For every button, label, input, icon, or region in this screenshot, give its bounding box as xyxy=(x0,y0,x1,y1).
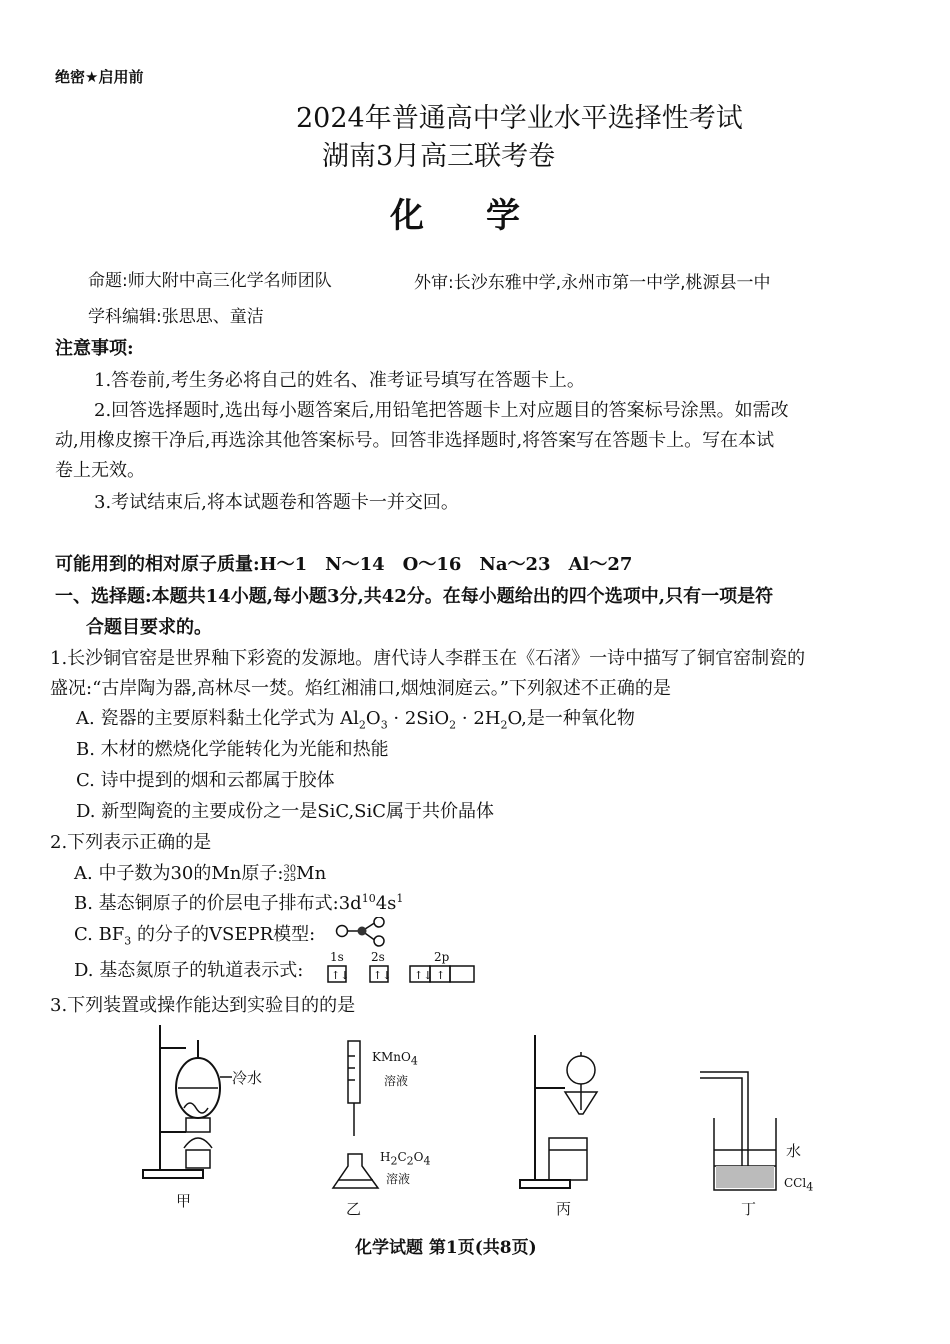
note-2-line3: 卷上无效。 xyxy=(55,460,145,481)
confidential-label: 绝密★启用前 xyxy=(55,68,144,86)
apparatus-ding-water: 水 xyxy=(786,1142,802,1160)
q1-stem-line2: 盛况:“古岸陶为器,高林尽一焚。焰红湘浦口,烟烛洞庭云。”下列叙述不正确的是 xyxy=(50,678,671,699)
section-1-line2: 合题目要求的。 xyxy=(86,617,212,638)
apparatus-yi-top-solution: 溶液 xyxy=(384,1074,409,1088)
apparatus-jia-cold-water: 冷水 xyxy=(232,1069,263,1087)
q2-option-d: D. 基态氮原子的轨道表示式: xyxy=(74,960,304,981)
note-3: 3.考试结束后,将本试题卷和答题卡一并交回。 xyxy=(94,492,459,513)
orbital-diagram-figure xyxy=(326,964,478,986)
page-footer: 化学试题 第1页(共8页) xyxy=(355,1238,537,1258)
svg-text:↑↓: ↑↓ xyxy=(373,969,392,982)
atomic-masses: 可能用到的相对原子质量:H～1 N～14 O～16 Na～23 Al～27 xyxy=(55,554,633,575)
q1-option-a: A. 瓷器的主要原料黏土化学式为 $Al_2O_3 \cdot 2SiO_2 \cdot 2H_2O$,是一种氧化物 xyxy=(76,708,635,732)
note-1: 1.答卷前,考生务必将自己的姓名、准考证号填写在答题卡上。 xyxy=(94,370,585,391)
orbital-2s-label: 2s xyxy=(371,950,385,964)
svg-text:↑: ↑ xyxy=(436,969,446,982)
q2-option-c: C. $BF_3$ 的分子的VSEPR模型: xyxy=(74,924,316,948)
apparatus-yi-h2c2o4: $H_2C_2O_4$ xyxy=(380,1150,431,1168)
q1-option-b: B. 木材的燃烧化学能转化为光能和热能 xyxy=(76,739,389,760)
q1-option-d: D. 新型陶瓷的主要成份之一是SiC,SiC属于共价晶体 xyxy=(76,801,495,822)
q2-option-a: A. 中子数为30的Mn原子: 30 25 Mn xyxy=(74,863,327,884)
vsepr-model-figure xyxy=(334,917,390,947)
apparatus-bing-label: 丙 xyxy=(556,1200,572,1218)
apparatus-ding-ccl4: CCl$_4$ xyxy=(784,1176,814,1194)
section-1-line1: 一、选择题:本题共14小题,每小题3分,共42分。在每小题给出的四个选项中,只有一项是符 xyxy=(55,586,774,607)
exam-title: 2024年普通高中学业水平选择性考试 xyxy=(296,103,743,134)
q3-stem: 3.下列装置或操作能达到实验目的的是 xyxy=(50,995,356,1016)
apparatus-yi-bottom-solution: 溶液 xyxy=(386,1172,411,1186)
orbital-2p-label: 2p xyxy=(434,950,450,964)
note-2-line2: 动,用橡皮擦干净后,再选涂其他答案标号。回答非选择题时,将答案写在答题卡上。写在本试 xyxy=(55,430,775,451)
editor-credit: 学科编辑:张思思、童洁 xyxy=(88,307,264,327)
reviewer-credit: 外审:长沙东雅中学,永州市第一中学,桃源县一中 xyxy=(414,273,771,293)
orbital-1s-label: 1s xyxy=(330,950,344,964)
notes-heading: 注意事项: xyxy=(55,338,134,359)
apparatus-yi-label: 乙 xyxy=(346,1200,362,1218)
q2-stem: 2.下列表示正确的是 xyxy=(50,832,212,853)
apparatus-ding-figure xyxy=(700,1066,790,1191)
apparatus-jia-figure xyxy=(138,1020,258,1185)
author-credit: 命题:师大附中高三化学名师团队 xyxy=(88,271,332,291)
q1-option-c: C. 诗中提到的烟和云都属于胶体 xyxy=(76,770,335,791)
svg-text:↑↓: ↑↓ xyxy=(414,969,433,982)
exam-subtitle: 湖南3月高三联考卷 xyxy=(322,141,556,172)
q2-option-b: B. 基态铜原子的价层电子排布式$:3d^{10}4s^1$ xyxy=(74,892,404,914)
apparatus-yi-kmno4: KMnO$_4$ xyxy=(372,1050,418,1068)
svg-text:↑↓: ↑↓ xyxy=(331,969,350,982)
subject-title: 化学 xyxy=(390,196,582,236)
q1-stem-line1: 1.长沙铜官窑是世界釉下彩瓷的发源地。唐代诗人李群玉在《石渚》一诗中描写了铜官窑制瓷的 xyxy=(50,648,806,669)
apparatus-bing-figure xyxy=(515,1030,615,1195)
note-2-line1: 2.回答选择题时,选出每小题答案后,用铅笔把答题卡上对应题目的答案标号涂黑。如需改 xyxy=(94,400,789,421)
apparatus-jia-label: 甲 xyxy=(176,1192,192,1210)
apparatus-ding-label: 丁 xyxy=(741,1200,757,1218)
